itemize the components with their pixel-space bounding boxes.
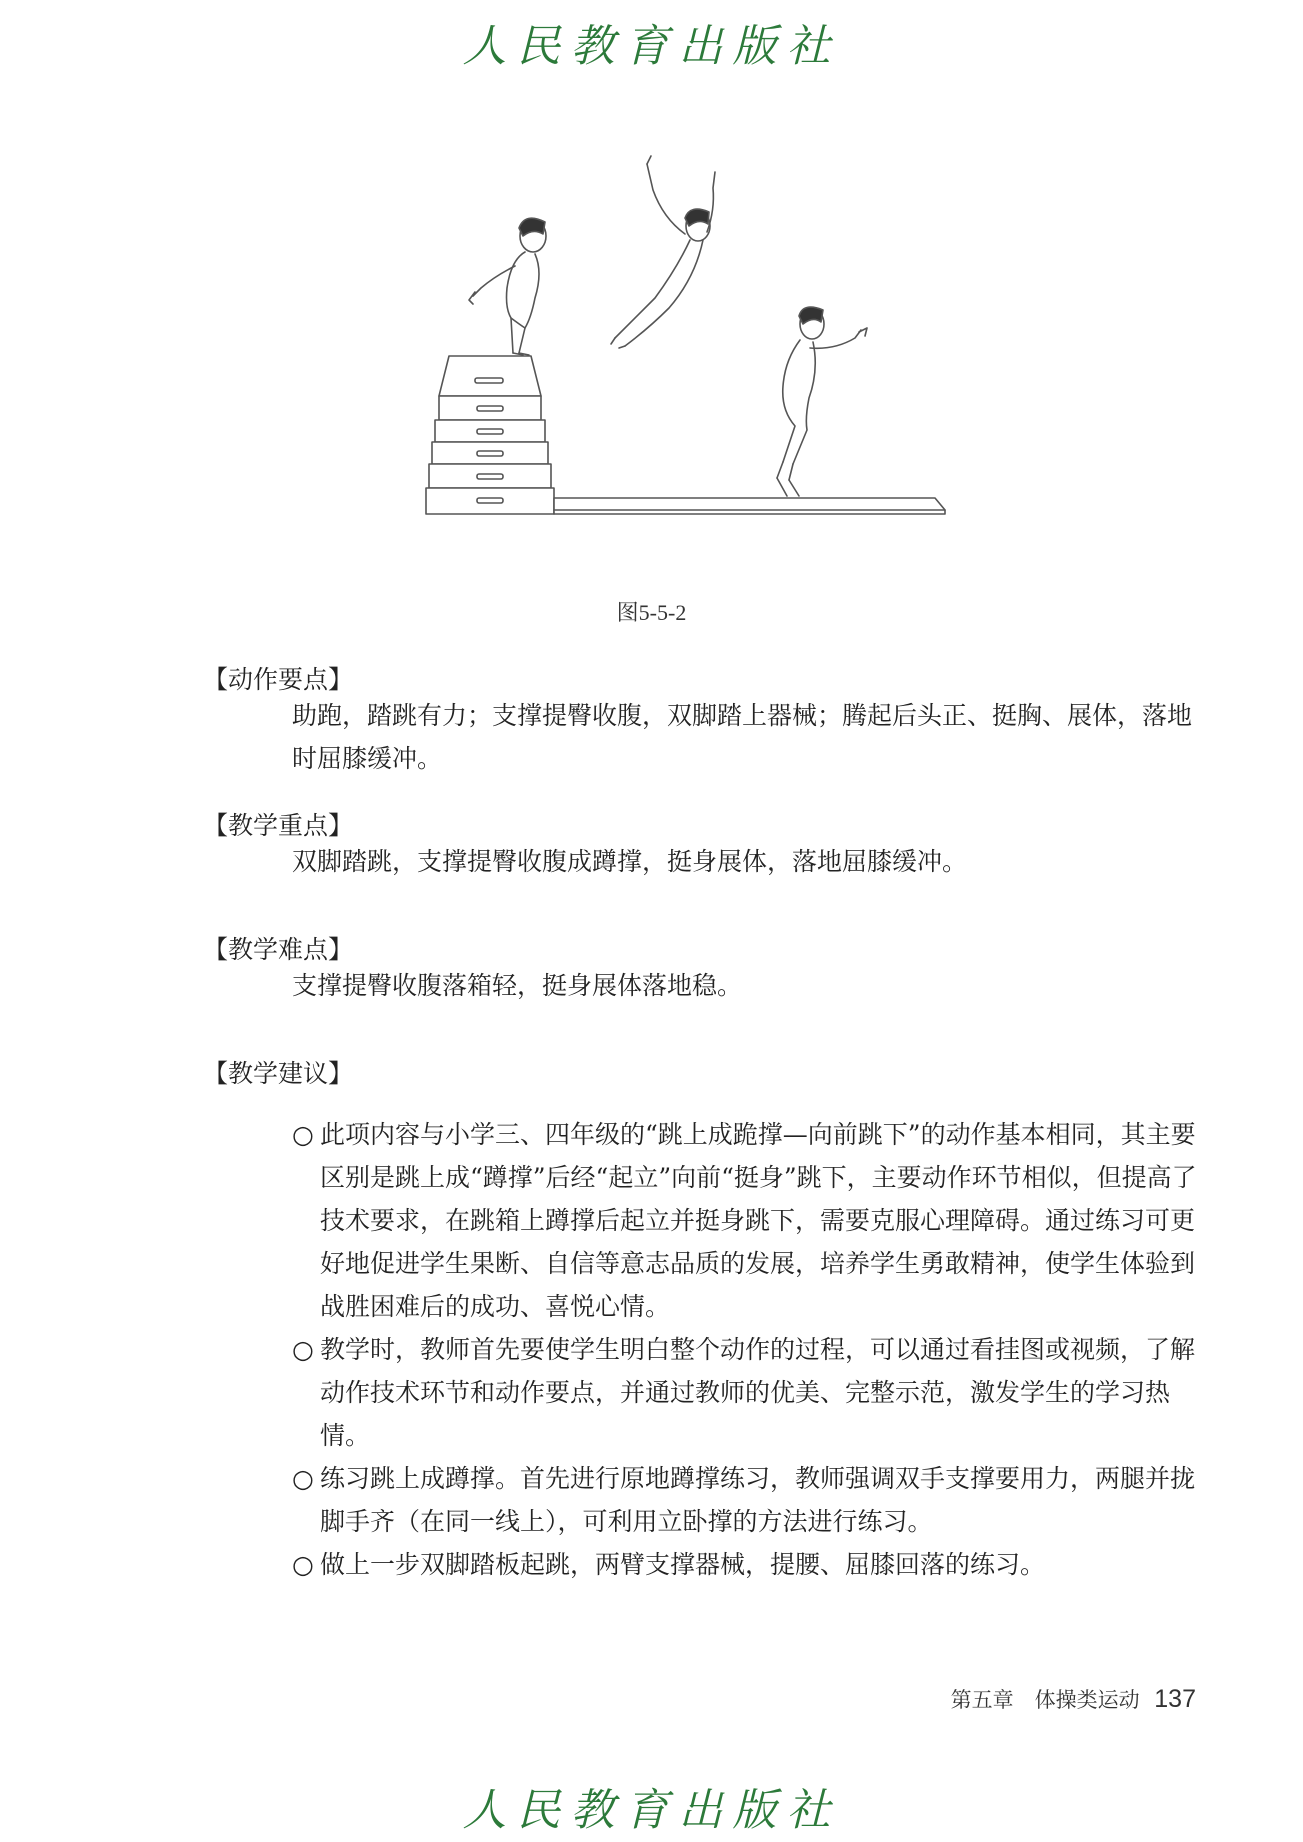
page-number: 137 bbox=[1154, 1685, 1196, 1713]
list-item bbox=[292, 1457, 1197, 1543]
publisher-logo-bottom: 人民教育出版社 bbox=[462, 1785, 841, 1836]
suggestion-text: 此项内容与小学三、四年级的“跳上成跪撑—向前跳下”的动作基本相同，其主要区别是跳上成“蹲撑”后经“起立”向前“挺身”跳下，主要动作环节相似，但提高了技术要求，在跳箱上蹲撑后起立并挺身跳下，需要克服心理障碍。通过练习可更好地促进学生果断、自信等意志品质的发展，培养学生勇敢精神，使学生体验到战胜困难后的成功、喜悦心情。 bbox=[320, 1120, 1197, 1321]
gymnast-takeoff bbox=[469, 218, 546, 355]
bullet-circle-icon: ○ bbox=[292, 1464, 314, 1493]
figure-caption: 图5-5-2 bbox=[616, 600, 687, 625]
gymnast-landing bbox=[777, 307, 867, 496]
landing-mat bbox=[554, 498, 945, 514]
list-item bbox=[292, 1113, 1197, 1328]
suggestion-list bbox=[292, 1113, 1197, 1586]
list-item bbox=[292, 1328, 1197, 1457]
text-action-points: 助跑，踏跳有力；支撑提臀收腹，双脚踏上器械；腾起后头正、挺胸、展体，落地时屈膝缓冲。 bbox=[292, 701, 1193, 773]
vaulting-illustration-svg bbox=[415, 148, 965, 580]
list-item bbox=[292, 1543, 1197, 1586]
vaulting-box bbox=[426, 356, 554, 514]
text-teaching-difficulty: 支撑提臀收腹落箱轻，挺身展体落地稳。 bbox=[292, 971, 743, 1000]
bullet-circle-icon: ○ bbox=[292, 1120, 314, 1149]
vaulting-illustration bbox=[415, 148, 965, 580]
suggestion-text: 教学时，教师首先要使学生明白整个动作的过程，可以通过看挂图或视频，了解动作技术环节和动作要点，并通过教师的优美、完整示范，激发学生的学习热情。 bbox=[320, 1335, 1196, 1450]
heading-teaching-difficulty: 【教学难点】 bbox=[203, 935, 354, 964]
suggestion-text: 做上一步双脚踏板起跳，两臂支撑器械，提腰、屈膝回落的练习。 bbox=[320, 1550, 1046, 1579]
suggestion-text: 练习跳上成蹲撑。首先进行原地蹲撑练习，教师强调双手支撑要用力，两腿并拢脚手齐（在同一线上），可利用立卧撑的方法进行练习。 bbox=[320, 1464, 1196, 1536]
bullet-circle-icon: ○ bbox=[292, 1550, 314, 1579]
publisher-logo-top: 人民教育出版社 bbox=[462, 21, 841, 72]
gymnast-flight bbox=[611, 156, 715, 348]
text-teaching-focus: 双脚踏跳，支撑提臀收腹成蹲撑，挺身展体，落地屈膝缓冲。 bbox=[292, 847, 968, 876]
page-footer bbox=[951, 1684, 1196, 1714]
bullet-circle-icon: ○ bbox=[292, 1335, 314, 1364]
heading-teaching-focus: 【教学重点】 bbox=[203, 811, 354, 840]
heading-action-points: 【动作要点】 bbox=[203, 665, 354, 694]
heading-teaching-suggestions: 【教学建议】 bbox=[203, 1059, 354, 1088]
chapter-label: 第五章 体操类运动 bbox=[950, 1688, 1140, 1712]
